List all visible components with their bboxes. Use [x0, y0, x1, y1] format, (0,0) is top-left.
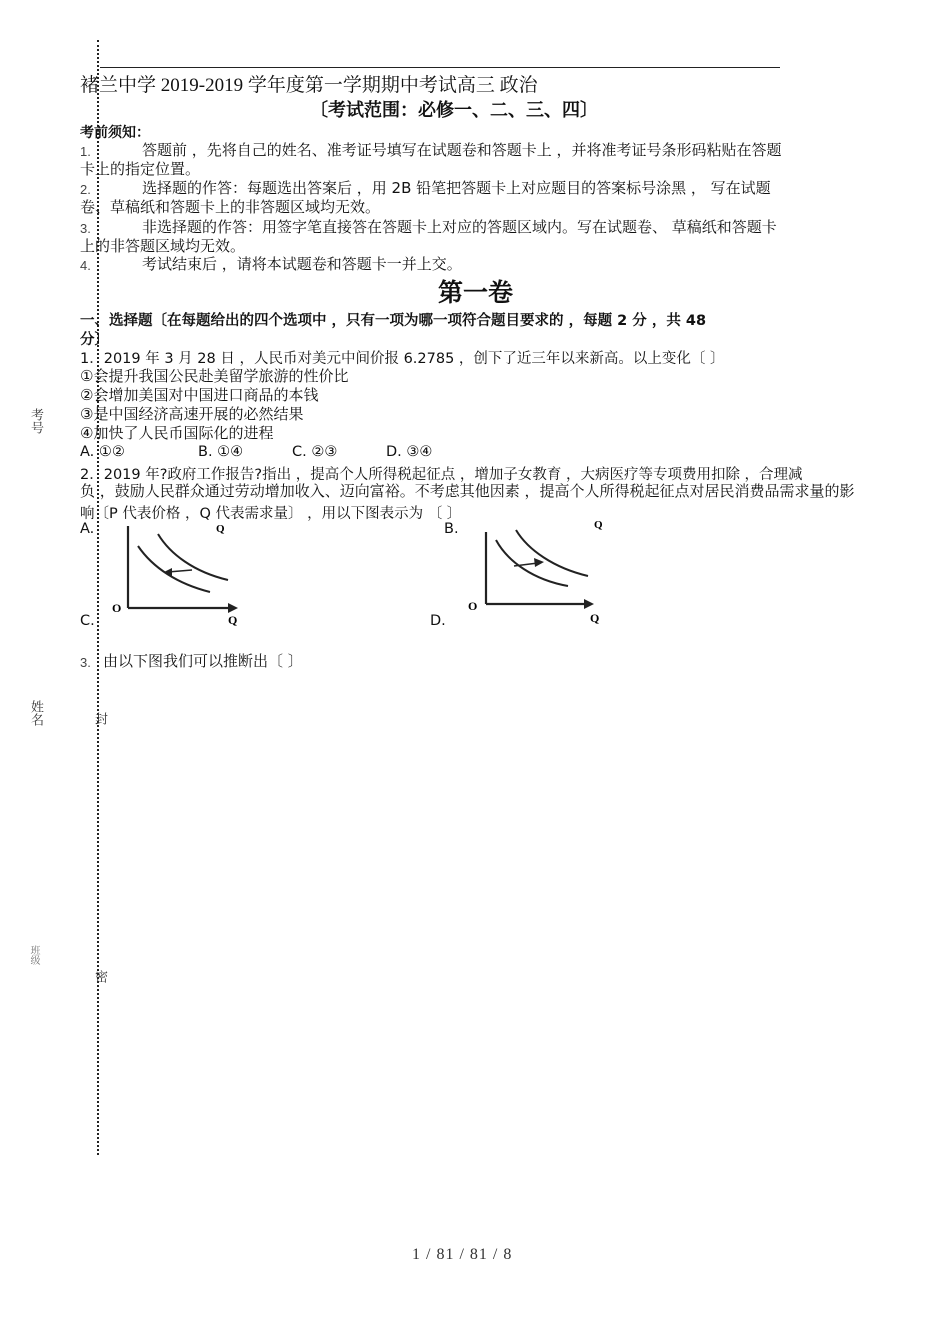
notice-item-1-line1: 答题前 ，先将自己的姓名、准考证号填写在试题卷和答题卡上 ，并将准考证号条形码粘贴在答题 [142, 141, 782, 159]
q2-graph-a-top-label: Q [216, 523, 225, 535]
q1-stem: 1．2019 年 3 月 28 日 ，人民币对美元中间价报 6.2785 ，创下了近三年以来新高。以上变化〔 〕 [80, 351, 725, 367]
notice-item-2-line1: 选择题的作答：每题选出答案后 ，用 2B 铅笔把答题卡上对应题目的答案标号涂黑 ， 写在试题 [142, 179, 771, 197]
notice-item-2-line2: 卷、草稿纸和答题卡上的非答题区域均无效。 [80, 198, 381, 216]
notice-item-4-line1: 考试结束后 ，请将本试题卷和答题卡一并上交。 [142, 255, 462, 273]
side-label-exam-no: 考号 [28, 408, 43, 434]
side-label-name: 姓名 [28, 700, 43, 726]
q2-stem-line3: 响〔P 代表价格 ，Q 代表需求量〕 ，用以下图表示为 〔 〕 [80, 506, 462, 522]
q1-choice-a: A. ①② [80, 444, 125, 460]
side-label-secret: 密 [92, 970, 107, 983]
q1-choice-c: C. ②③ [292, 444, 338, 460]
q3-stem: 由以下图我们可以推断出〔 〕 [103, 652, 303, 670]
q2-graph-b-x-label: Q [590, 611, 600, 625]
notice-item-3-line2: 上的非答题区域均无效。 [80, 237, 246, 255]
q1-option-4: ④加快了人民币国际化的进程 [80, 424, 274, 442]
page-footer: 1 / 81 / 81 / 8 [412, 1246, 513, 1263]
q2-option-a-label: A. [80, 521, 95, 537]
volume-title: 第一卷 [438, 278, 514, 307]
section-heading-line2: 分〕 [80, 332, 109, 348]
notice-num-4: 4. [80, 258, 91, 273]
q3-number: 3. [80, 655, 91, 670]
q2-graph-a-x-label: Q [228, 613, 238, 627]
q1-choice-b: B. ①④ [198, 444, 244, 460]
q2-stem-line1: 2．2019 年?政府工作报告?指出 ，提高个人所得税起征点 ，增加子女教育 ，大病医疗等专项费用扣除 ，合理减 [80, 467, 803, 483]
notice-heading: 考前须知： [80, 125, 150, 141]
q2-graph-b-top-label: Q [594, 519, 603, 531]
q2-option-c-label: C. [80, 613, 95, 629]
notice-num-3: 3. [80, 221, 91, 236]
q1-option-3: ③是中国经济高速开展的必然结果 [80, 405, 304, 423]
q2-stem-line2: 负 ，鼓励人民群众通过劳动增加收入、迈向富裕。不考虑其他因素 ，提高个人所得税起征点对居民消费品需求量的影 [80, 482, 855, 500]
exam-title: 褚兰中学 2019-2019 学年度第一学期期中考试高三 政治 [80, 75, 538, 96]
q2-graph-a [108, 518, 248, 628]
side-label-seal: 封 [92, 712, 107, 725]
q2-option-d-label: D. [430, 613, 446, 629]
q2-option-b-label: B. [444, 521, 459, 537]
q2-graph-b-origin: O [468, 599, 478, 613]
notice-num-1: 1. [80, 144, 91, 159]
top-rule [100, 67, 780, 68]
notice-item-3-line1: 非选择题的作答：用签字笔直接答在答题卡上对应的答题区域内。写在试题卷、 草稿纸和答题卡 [142, 218, 777, 236]
q1-choice-d: D. ③④ [386, 444, 433, 460]
section-heading-line1: 一、选择题〔在每题给出的四个选项中 ，只有一项为哪一项符合题目要求的 ，每题 2 分 ，共 48 [80, 313, 707, 329]
notice-item-1-line2: 卡上的指定位置。 [80, 160, 201, 178]
exam-scope: 〔考试范围：必修一、二、三、四〕 [310, 100, 598, 121]
q1-option-1: ①会提升我国公民赴美留学旅游的性价比 [80, 367, 349, 385]
q2-graph-b [464, 518, 614, 628]
q1-option-2: ②会增加美国对中国进口商品的本钱 [80, 386, 319, 404]
q2-graph-a-origin: O [112, 601, 122, 615]
notice-num-2: 2. [80, 182, 91, 197]
side-label-class: 班级 [28, 945, 39, 965]
